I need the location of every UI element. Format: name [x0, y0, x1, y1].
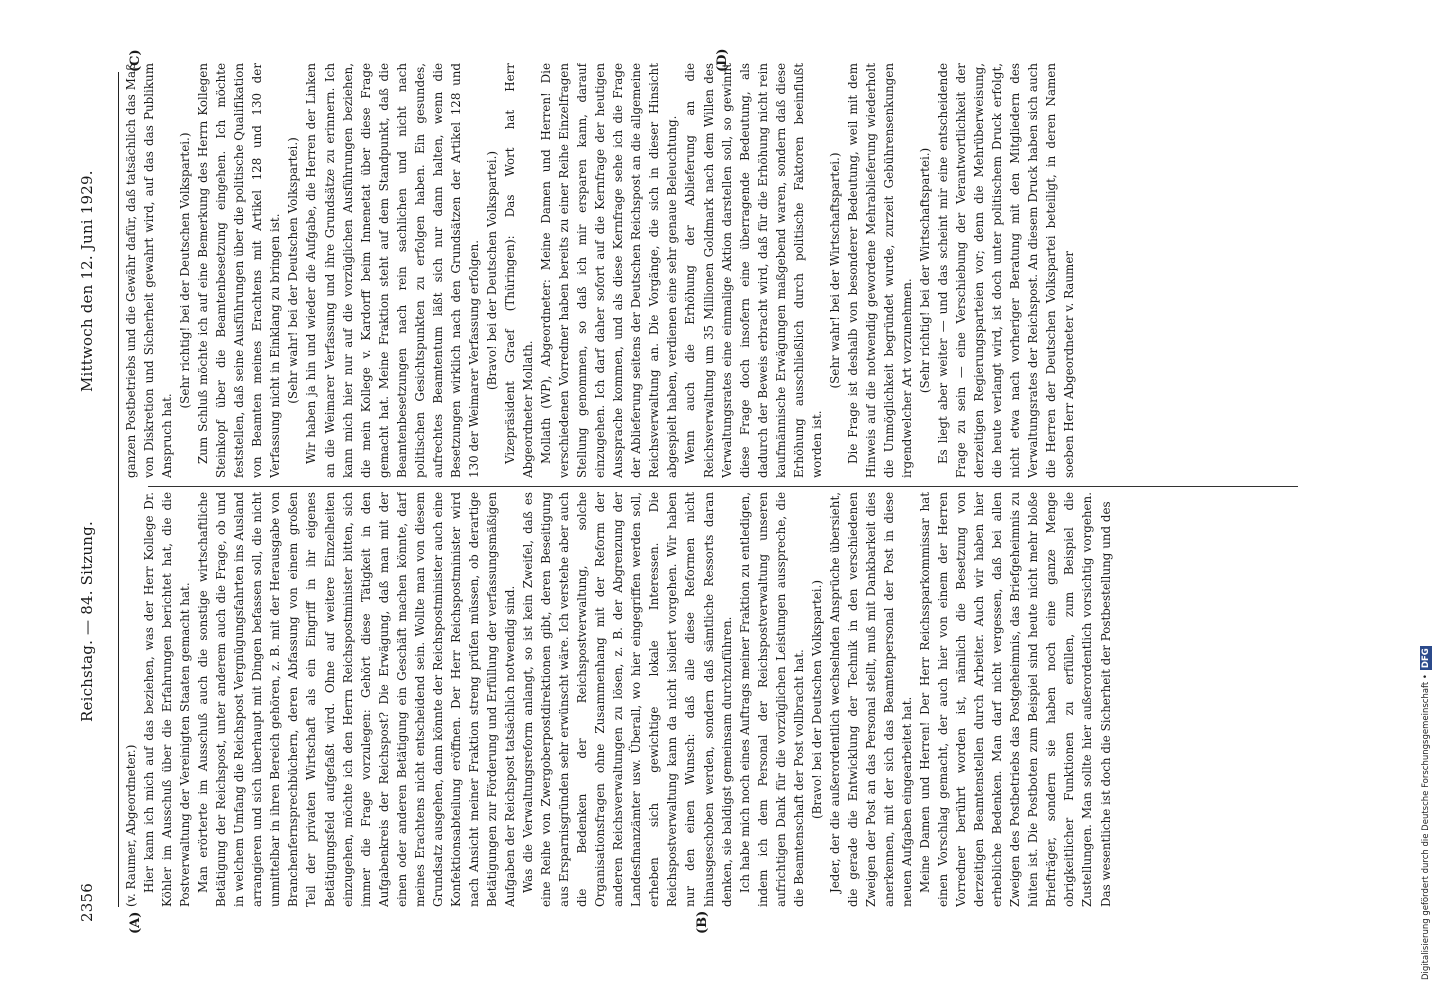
session-date: Mittwoch den 12. Juni 1929. — [78, 170, 96, 392]
speaker-line: (v. Raumer, Abgeordneter.) — [124, 744, 138, 907]
digitization-text: Digitalisierung gefördert durch die Deutsche Forschungsgemeinschaft • — [1421, 674, 1431, 980]
applause-note: (Bravo! bei der Deutschen Volkspartei.) — [809, 580, 824, 820]
paragraph: Wir haben ja hin und wieder die Aufgabe, die Herren der Linken an die Weimarer Verfassung und ihre Grundsätze zu erinnern. Ich kann mich hier nur auf die vorzüglichen Ausführungen beziehen, die mein Kollege v. Kardorff beim Innenetat über diese Frage gemacht hat. Meine Fraktion steht auf dem Standpunkt, daß die Beamtenbesetzungen nach rein sachlichen und nicht nach politischen Gesichtspunkten zu erfolgen haben. Ein gesundes, aufrechtes Beamtentum läßt sich nur dann halten, wenn die Besetzungen wirklich nach den Grundsätzen der Artikel 128 und 130 der Weimarer Verfassung erfolgen. — [304, 63, 481, 478]
page-number: 2356 — [78, 883, 96, 922]
paragraph: Mollath (WP), Abgeordneter: Meine Damen und Herren! Die verschiedenen Vorredner haben bereits zu einer Reihe Einzelfragen Stellung genommen, so daß ich mir ersparen kann, darauf einzugehen. Ich darf daher sofort auf die Kernfrage der heutigen Aussprache kommen, und als diese Kernfrage sehe ich die Frage der Ablieferung seitens der Deutschen Reichspost an die allgemeine Reichsverwaltung an. Die Vorgänge, die sich in dieser Hinsicht abgespielt haben, verdienen eine sehr genaue Beleuchtung. — [539, 63, 680, 478]
paragraph: ganzen Postbetriebs und die Gewähr dafür, daß tatsächlich das Maß von Diskretion und Sicherheit gewahrt wird, auf das das Publikum Anspruch hat. — [124, 63, 175, 478]
paragraph: Wenn auch die Erhöhung der Ablieferung an die Reichsverwaltung um 35 Millionen Goldmark nach dem Willen des Verwaltungsrates eine einmalige Aktion darstellen soll, so gewinnt diese Frage doch insofern eine überragende Bedeutung, als dadurch der Beweis erbracht wird, daß für die Erhöhung nicht rein kaufmännische Erwägungen maßgebend waren, sondern daß diese Erhöhung ausschließlich durch politische Faktoren beeinflußt worden ist. — [683, 63, 824, 478]
approval-note: (Sehr richtig! bei der Deutschen Volkspartei.) — [178, 132, 193, 409]
margin-mark-b: (B) — [695, 910, 710, 934]
approval-note: (Sehr richtig! bei der Wirtschaftspartei.) — [918, 147, 933, 394]
margin-mark-c: (C) — [128, 49, 143, 72]
president-line: Vizepräsident Graef (Thüringen): Das Wort hat Herr Abgeordneter Mollath. — [502, 63, 536, 478]
margin-mark-a: (A) — [128, 911, 143, 934]
paragraph: Zum Schluß möchte ich auf eine Bemerkung des Herrn Kollegen Steinkopf über die Beamtenbesetzung eingehen. Ich möchte feststellen, daß seine Ausführungen über die politische Qualifikation von Beamten meines Erachtens mit Artikel 128 und 130 der Verfassung nicht in Einklang zu bringen ist. — [196, 63, 283, 478]
paragraph: Hier kann ich mich auf das beziehen, was der Herr Kollege Dr. Köhler im Ausschuß über die Erfahrungen berichtet hat, die die Postverwaltung der Vereinigten Staaten gemacht hat. — [142, 492, 193, 907]
approval-note: (Sehr wahr! bei der Deutschen Volkspartei.) — [286, 137, 301, 404]
dfg-logo: DFG — [1421, 648, 1431, 669]
paragraph: Es liegt aber weiter — und das scheint mir eine entscheidende Frage zu sein — eine Verschiebung der Verantwortlichkeit der derzeitigen Regierungsparteien vor; denn die Mehrüberweisung, die heute verlangt wird, ist doch unter politischem Druck erfolgt, nicht etwa nach vorheriger Beratung mit den Mitgliedern des Verwaltungsrates der Reichspost. An diesem Druck haben sich auch die Herren der Deutschen Volkspartei beteiligt, in deren Namen soeben Herr Abgeordneter v. Raumer — [936, 63, 1077, 478]
right-column — [122, 63, 1302, 478]
approval-note: (Sehr wahr! bei der Wirtschaftspartei.) — [827, 152, 842, 389]
left-column — [122, 492, 1302, 907]
paragraph: Die Frage ist deshalb von besonderer Bedeutung, weil mit dem Hinweis auf die notwendig gewordene Mehrablieferung wiederholt die Unmöglichkeit begründet wurde, zurzeit Gebührensenkungen irgendwelcher Art vorzunehmen. — [845, 63, 915, 478]
margin-mark-d: (D) — [715, 48, 730, 72]
header-rule-left — [118, 487, 119, 907]
column-divider — [148, 486, 1298, 487]
session-title: Reichstag. — 84. Sitzung. — [78, 521, 96, 722]
paragraph: Was die Verwaltungsreform anlangt, so ist kein Zweifel, daß es eine Reihe von Zwergoberpostdirektionen gibt, deren Beseitigung aus Ersparnisgründen sehr erwünscht wäre. Ich verstehe aber auch die Bedenken der Reichspostverwaltung, solche Organisationsfragen ohne Zusammenhang mit der Reform der anderen Reichsverwaltungen zu lösen, z. B. der Abgrenzung der Landesfinanzämter usw. Überall, wo hier eingegriffen werden soll, erheben sich gewichtige lokale Interessen. Die Reichspostverwaltung kann da nicht isoliert vorgehen. Wir haben nur den einen Wunsch: daß alle diese Reformen nicht hinausgeschoben werden, sondern daß sämtliche Ressorts daran denken, sie baldigst gemeinsam durchzuführen. — [521, 492, 734, 907]
digitization-note — [1420, 20, 1432, 980]
paragraph: Meine Damen und Herren! Der Herr Reichssparkommissar hat einen Vorschlag gemacht, der auch hier von einem der Herren Vorredner berührt worden ist, nämlich die Besetzung von derzeitigen Beamtenstellen durch Arbeiter. Auch wir haben hier erhebliche Bedenken. Man darf nicht vergessen, daß bei allen Zweigen des Postbetriebs das Postgeheimnis, das Briefgeheimnis zu hüten ist. Die Postboten zum Beispiel sind heute nicht mehr bloße Briefträger, sondern sie haben noch eine ganze Menge obrigkeitlicher Funktionen zu erfüllen, zum Beispiel die Zustellungen. Man sollte hier außerordentlich vorsichtig vorgehen. Das wesentliche ist doch die Sicherheit der Postbestellung und des — [918, 492, 1113, 907]
paragraph: Ich habe mich noch eines Auftrags meiner Fraktion zu entledigen, indem ich dem Personal der Reichspostverwaltung unseren aufrichtigen Dank für die vorzüglichen Leistungen ausspreche, die die Beamtenschaft der Post vollbracht hat. — [737, 492, 806, 907]
paragraph: Jeder, der die außerordentlich wechselnden Ansprüche übersieht, die gerade die Entwicklung der Technik in den verschiedenen Zweigen der Post an das Personal stellt, muß mit Dankbarkeit dies anerkennen, mit der sich das Beamtenpersonal der Post in diese neuen Aufgaben eingearbeitet hat. — [827, 492, 915, 907]
header-rule-right — [118, 72, 119, 492]
applause-note: (Bravo! bei der Deutschen Volkspartei.) — [484, 151, 499, 391]
paragraph: Man erörterte im Ausschuß auch die sonstige wirtschaftliche Betätigung der Reichspost, unter anderem auch die Frage, ob und in welchem Umfang die Reichspost Vergnügungsfahrten ins Ausland arrangieren und sich überhaupt mit Dingen befassen soll, die nicht unmittelbar in ihren Bereich gehören, z. B. mit der Herausgabe von Branchenfernsprechbüchern, deren Abfassung von einem großen Teil der privaten Wirtschaft als ein Eingriff in ihr eigenes Betätigungsfeld aufgefaßt wird. Ohne auf weitere Einzelheiten einzugehen, möchte ich den Herrn Reichspostminister bitten, sich immer die Frage vorzulegen: Gehört diese Tätigkeit in den Aufgabenkreis der Reichspost? Die Erwägung, daß man mit der einen oder anderen Betätigung ein Geschäft machen könnte, darf meines Erachtens nicht entscheidend sein. Wollte man von diesem Grundsatz ausgehen, dann könnte der Reichspostminister auch eine Konfektionsabteilung eröffnen. Der Herr Reichspostminister wird nach Ansicht meiner Fraktion streng prüfen müssen, ob derartige Betätigungen zur Förderung und Erfüllung der verfassungsmäßigen Aufgaben der Reichspost tatsächlich notwendig sind. — [196, 492, 517, 907]
